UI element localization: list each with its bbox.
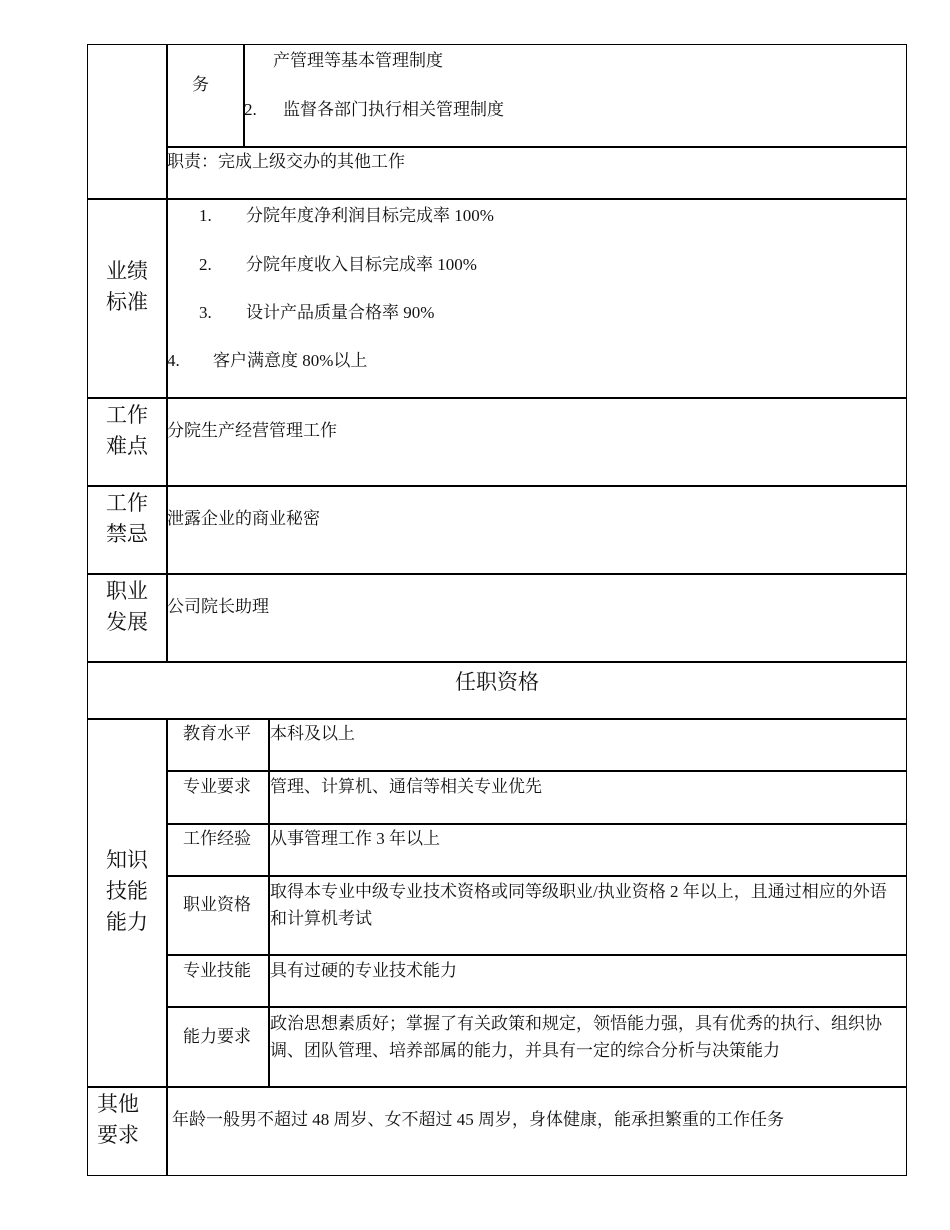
qual-divider [166,954,907,956]
difficulty-label [88,400,166,462]
label-line: 职业 [106,579,148,603]
row-divider [87,573,907,575]
label-line: 发展 [106,610,148,634]
qualification-title: 任职资格 [455,670,539,694]
performance-item-number: 1. [199,206,212,225]
duty-sub-divider [243,44,245,147]
qualification-key: 教育水平 [183,724,251,743]
qual-divider [166,770,907,772]
qualification-label [88,845,166,938]
performance-item-number: 2. [199,255,212,274]
qualification-value: 从事管理工作 3 年以上 [270,829,440,848]
qualification-key: 工作经验 [183,829,251,848]
duty-item-text: 产管理等基本管理制度 [273,51,443,70]
qualification-key: 职业资格 [183,895,251,914]
row-divider [87,397,907,399]
qualification-value: 本科及以上 [270,724,355,743]
label-line: 工作 [106,403,148,427]
qual-divider [166,1006,907,1008]
duty-inner-divider [166,146,907,148]
qualification-value: 政治思想素质好；掌握了有关政策和规定，领悟能力强，具有优秀的执行、组织协调、团队管理、培养部属的能力，并具有一定的综合分析与决策能力 [270,1014,882,1060]
row-divider [87,661,907,663]
qualification-value: 管理、计算机、通信等相关专业优先 [270,777,542,796]
performance-label [88,256,166,318]
other-text: 年龄一般男不超过 48 周岁、女不超过 45 周岁，身体健康，能承担繁重的工作任务 [172,1110,784,1129]
performance-item-number: 3. [199,303,212,322]
qualification-key: 能力要求 [183,1027,251,1046]
performance-item-text: 设计产品质量合格率 90% [246,303,435,322]
row-divider [87,198,907,200]
label-line: 业绩 [106,259,148,283]
qual-divider [166,875,907,877]
qualification-value: 取得本专业中级专业技术资格或同等级职业/执业资格 2 年以上，且通过相应的外语和计算机考试 [270,882,887,928]
label-line: 技能 [106,879,148,903]
difficulty-text: 分院生产经营管理工作 [167,421,337,440]
qualification-value: 具有过硬的专业技术能力 [270,961,457,980]
other-label [79,1089,157,1151]
career-text: 公司院长助理 [167,597,269,616]
label-line: 要求 [97,1123,139,1147]
career-label [88,576,166,638]
duty-side-label: 务 [192,75,209,94]
performance-item-text: 分院年度收入目标完成率 100% [246,255,477,274]
duty-responsibility: 职责：完成上级交办的其他工作 [167,152,405,171]
label-line: 其他 [97,1092,139,1116]
row-divider [87,485,907,487]
row-divider [87,1086,907,1088]
row-divider [87,718,907,720]
label-line: 标准 [106,290,148,314]
label-line: 难点 [106,434,148,458]
label-line: 知识 [106,848,148,872]
label-line: 工作 [106,491,148,515]
performance-item-text: 客户满意度 80%以上 [213,351,368,370]
performance-item-text: 分院年度净利润目标完成率 100% [246,206,494,225]
performance-item-number: 4. [167,351,180,370]
label-line: 禁忌 [106,522,148,546]
qualification-key: 专业要求 [183,777,251,796]
qualification-key: 专业技能 [183,961,251,980]
taboo-text: 泄露企业的商业秘密 [167,509,320,528]
label-line: 能力 [106,910,148,934]
duty-item-number: 2. [244,100,257,119]
duty-item-text: 监督各部门执行相关管理制度 [283,100,504,119]
qual-divider [166,823,907,825]
taboo-label [88,488,166,550]
